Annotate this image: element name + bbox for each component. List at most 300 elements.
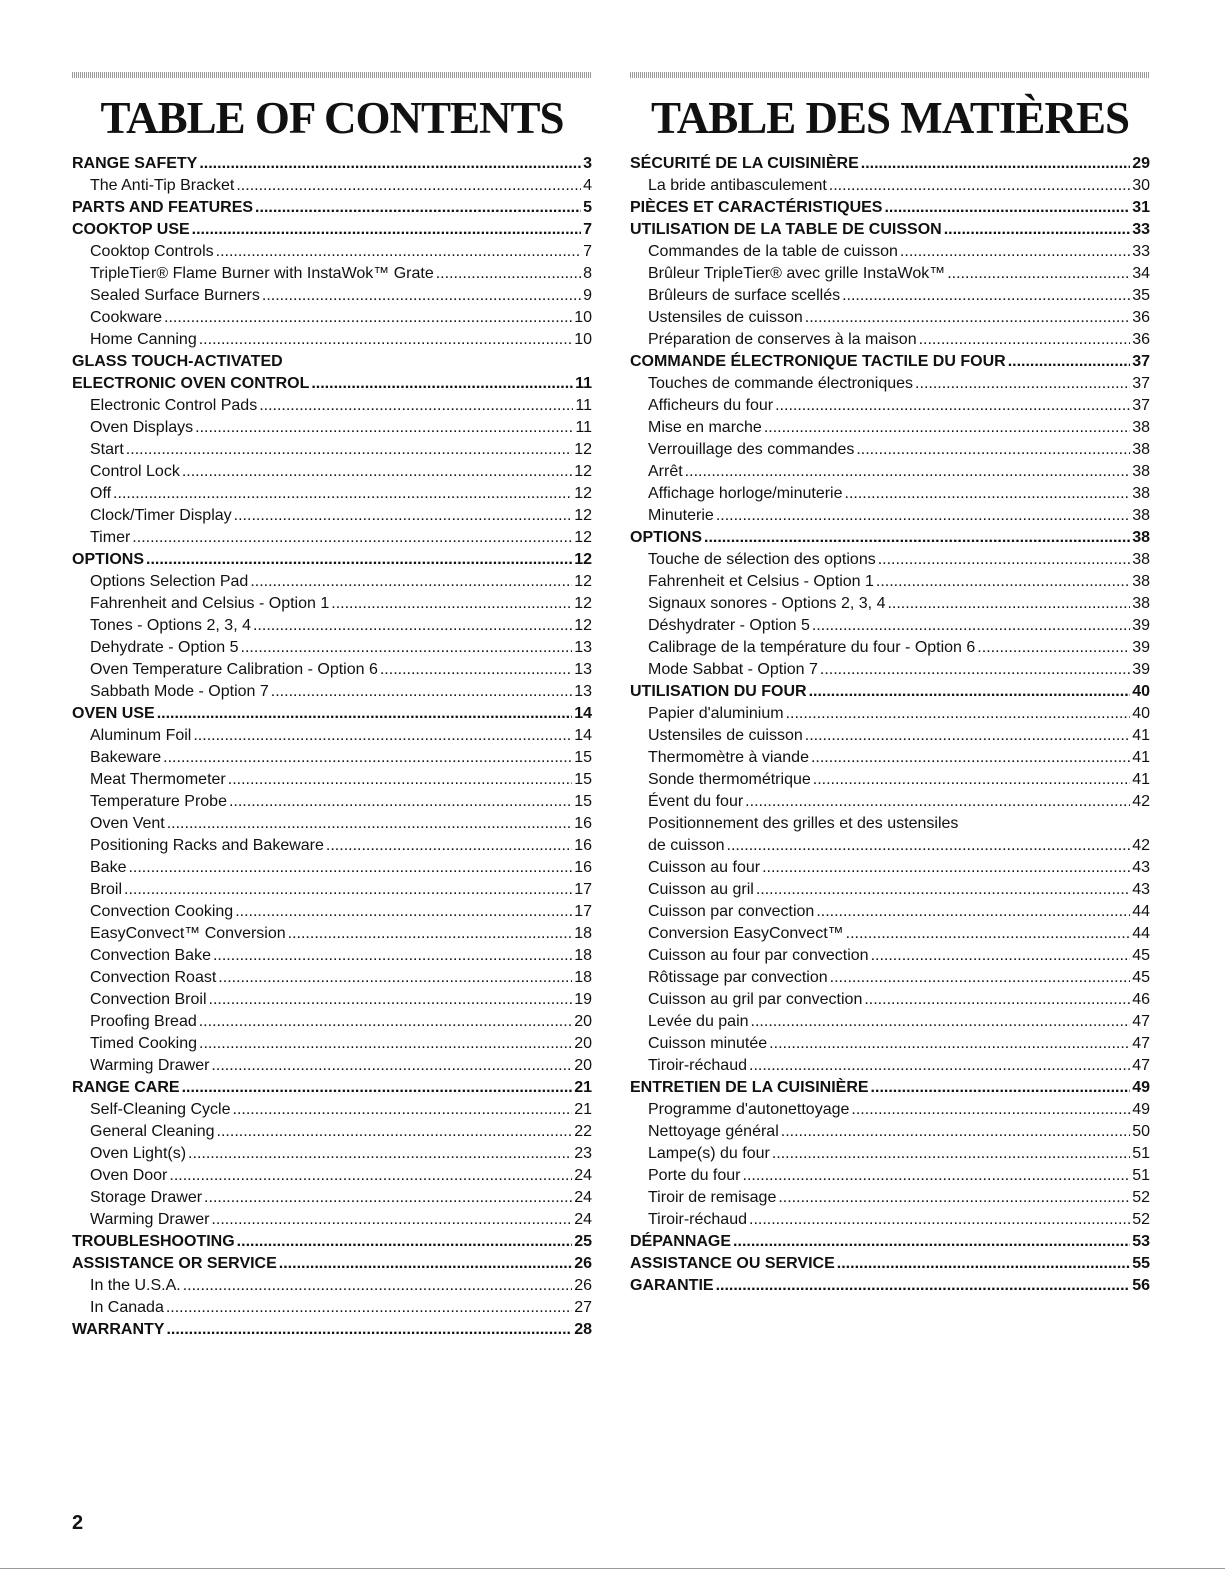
toc-entry-page: 49 [1132, 1079, 1150, 1096]
toc-entry-title: Lampe(s) du four [648, 1145, 770, 1162]
toc-entry[interactable] [630, 1187, 1150, 1209]
toc-entry-page: 35 [1132, 287, 1150, 304]
toc-entry-page: 43 [1132, 881, 1150, 898]
toc-entry[interactable] [630, 615, 1150, 637]
toc-entry-title: OPTIONS [630, 529, 703, 546]
dot-leader [762, 857, 1130, 879]
toc-entry[interactable] [630, 505, 1150, 527]
toc-entry-page: 19 [574, 991, 592, 1008]
toc-entry-title: Positioning Racks and Bakeware [90, 837, 324, 854]
toc-entry[interactable] [72, 373, 592, 395]
toc-entry[interactable] [72, 945, 592, 967]
dot-leader [845, 483, 1131, 505]
dot-leader [887, 593, 1130, 615]
toc-entry-title: Start [90, 441, 124, 458]
dot-leader [947, 263, 1130, 285]
toc-entry[interactable] [72, 659, 592, 681]
toc-entry-title: Electronic Control Pads [90, 397, 258, 414]
toc-entry-page: 51 [1132, 1145, 1150, 1162]
toc-entry-page: 47 [1132, 1013, 1150, 1030]
toc-entry-page: 11 [575, 375, 592, 392]
dot-leader [871, 945, 1131, 967]
toc-entry[interactable] [630, 197, 1150, 219]
toc-entry[interactable] [72, 483, 592, 505]
toc-entry-page: 41 [1132, 771, 1150, 788]
toc-entry[interactable] [630, 791, 1150, 813]
toc-entry[interactable] [72, 1253, 592, 1275]
dot-leader [218, 967, 572, 989]
dot-leader [786, 703, 1131, 725]
toc-entry-page: 7 [583, 243, 592, 260]
top-rule [630, 72, 1150, 78]
toc-entry[interactable] [630, 813, 1150, 835]
dot-leader [229, 791, 572, 813]
toc-entry-title: Temperature Probe [90, 793, 227, 810]
dot-leader [704, 527, 1130, 549]
dot-leader [837, 1253, 1130, 1275]
toc-entry-page: 36 [1132, 309, 1150, 326]
toc-entry-title: Convection Roast [90, 969, 217, 986]
dot-leader [331, 593, 572, 615]
dot-leader [199, 153, 581, 175]
toc-entry[interactable] [72, 219, 592, 241]
dot-leader [816, 901, 1130, 923]
toc-entry[interactable] [630, 483, 1150, 505]
toc-entry-title: Sealed Surface Burners [90, 287, 260, 304]
toc-entry[interactable] [630, 1231, 1150, 1253]
toc-entry[interactable] [72, 1099, 592, 1121]
toc-entry-page: 34 [1132, 265, 1150, 282]
dot-leader [195, 417, 573, 439]
toc-entry-page: 45 [1132, 969, 1150, 986]
toc-list [630, 153, 1150, 1297]
toc-entry[interactable] [630, 769, 1150, 791]
dot-leader [851, 1099, 1130, 1121]
toc-entry-title: Rôtissage par convection [648, 969, 828, 986]
toc-entry-title: Évent du four [648, 793, 744, 810]
toc-entry[interactable] [630, 1275, 1150, 1297]
toc-entry[interactable] [72, 439, 592, 461]
toc-entry-title: Oven Temperature Calibration - Option 6 [90, 661, 378, 678]
toc-entry-title: Convection Broil [90, 991, 207, 1008]
toc-entry-title: DÉPANNAGE [630, 1233, 732, 1250]
toc-entry-title: Afficheurs du four [648, 397, 774, 414]
toc-entry-page: 26 [574, 1255, 592, 1272]
toc-entry[interactable] [630, 1033, 1150, 1055]
toc-entry-title: Dehydrate - Option 5 [90, 639, 239, 656]
toc-entry[interactable] [630, 1209, 1150, 1231]
dot-leader [157, 703, 573, 725]
toc-entry[interactable] [72, 527, 592, 549]
toc-entry-page: 10 [574, 309, 592, 326]
toc-entry-title: COMMANDE ÉLECTRONIQUE TACTILE DU FOUR [630, 353, 1006, 370]
toc-entry-page: 26 [574, 1277, 592, 1294]
dot-leader [250, 571, 572, 593]
toc-entry[interactable] [72, 1187, 592, 1209]
toc-entry-page: 12 [574, 485, 592, 502]
page-number: 2 [72, 1512, 84, 1534]
toc-entry-page: 51 [1132, 1167, 1150, 1184]
toc-entry[interactable] [630, 857, 1150, 879]
toc-entry-title: COOKTOP USE [72, 221, 190, 238]
toc-entry-page: 14 [574, 705, 592, 722]
toc-entry[interactable] [72, 747, 592, 769]
toc-entry[interactable] [72, 1143, 592, 1165]
dot-leader [900, 241, 1130, 263]
toc-entry-title: PARTS AND FEATURES [72, 199, 254, 216]
toc-entry[interactable] [630, 703, 1150, 725]
toc-entry[interactable] [630, 307, 1150, 329]
toc-entry[interactable] [630, 1121, 1150, 1143]
toc-entry-page: 42 [1132, 793, 1150, 810]
toc-entry[interactable] [630, 681, 1150, 703]
dot-leader [128, 857, 572, 879]
dot-leader [876, 571, 1130, 593]
toc-entry[interactable] [72, 615, 592, 637]
toc-entry[interactable] [630, 351, 1150, 373]
toc-entry-title: Conversion EasyConvect™ [648, 925, 844, 942]
toc-entry-page: 15 [574, 793, 592, 810]
toc-entry[interactable] [72, 351, 592, 373]
toc-entry[interactable] [630, 219, 1150, 241]
toc-entry-page: 46 [1132, 991, 1150, 1008]
toc-entry[interactable] [72, 681, 592, 703]
toc-entry-title: Oven Light(s) [90, 1145, 187, 1162]
toc-entry[interactable] [72, 417, 592, 439]
toc-entry[interactable] [72, 593, 592, 615]
dot-leader [778, 1187, 1130, 1209]
dot-leader [228, 769, 572, 791]
toc-entry-page: 43 [1132, 859, 1150, 876]
toc-entry-page: 16 [574, 859, 592, 876]
toc-entry[interactable] [630, 1011, 1150, 1033]
toc-entry[interactable] [630, 901, 1150, 923]
toc-entry-page: 16 [574, 837, 592, 854]
toc-entry-page: 21 [574, 1101, 592, 1118]
toc-entry-page: 52 [1132, 1189, 1150, 1206]
toc-entry-page: 56 [1132, 1277, 1150, 1294]
toc-entry-title: Control Lock [90, 463, 180, 480]
toc-entry-title: Sonde thermométrique [648, 771, 811, 788]
toc-entry-page: 15 [574, 771, 592, 788]
toc-entry-page: 52 [1132, 1211, 1150, 1228]
toc-entry-title: Positionnement des grilles et des ustensiles [648, 815, 959, 832]
dot-leader [733, 1231, 1130, 1253]
dot-leader [716, 1275, 1131, 1297]
toc-entry[interactable] [72, 1275, 592, 1297]
toc-entry-title: Convection Bake [90, 947, 211, 964]
dot-leader [878, 549, 1130, 571]
toc-entry[interactable] [630, 571, 1150, 593]
toc-entry-title: GARANTIE [630, 1277, 714, 1294]
toc-entry-title: ELECTRONIC OVEN CONTROL [72, 375, 310, 392]
dot-leader [209, 989, 573, 1011]
toc-entry[interactable] [72, 329, 592, 351]
toc-entry[interactable] [630, 527, 1150, 549]
toc-entry-page: 38 [1132, 507, 1150, 524]
toc-entry[interactable] [630, 923, 1150, 945]
dot-leader [805, 725, 1130, 747]
dot-leader [380, 659, 572, 681]
toc-entry[interactable] [630, 659, 1150, 681]
toc-entry-page: 50 [1132, 1123, 1150, 1140]
toc-entry-title: Convection Cooking [90, 903, 234, 920]
toc-entry[interactable] [630, 329, 1150, 351]
toc-entry[interactable] [630, 417, 1150, 439]
dot-leader [182, 1077, 573, 1099]
toc-entry[interactable] [72, 153, 592, 175]
page-title: TABLE OF CONTENTS [100, 93, 564, 143]
dot-leader [259, 395, 573, 417]
dot-leader [809, 681, 1131, 703]
toc-entry-title: Warming Drawer [90, 1211, 210, 1228]
dot-leader [749, 1055, 1130, 1077]
toc-entry-title: Calibrage de la température du four - Option 6 [648, 639, 976, 656]
toc-entry[interactable] [630, 637, 1150, 659]
page-title: TABLE DES MATIÈRES [651, 93, 1129, 143]
toc-entry-title: Cuisson par convection [648, 903, 815, 920]
toc-entry[interactable] [72, 1231, 592, 1253]
toc-entry-title: EasyConvect™ Conversion [90, 925, 286, 942]
dot-leader [199, 1011, 572, 1033]
dot-leader [164, 307, 572, 329]
dot-leader [169, 1165, 572, 1187]
dot-leader [192, 219, 581, 241]
toc-entry[interactable] [72, 791, 592, 813]
toc-entry[interactable] [72, 571, 592, 593]
dot-leader [326, 835, 572, 857]
toc-entry-page: 38 [1132, 419, 1150, 436]
toc-entry-title: Oven Vent [90, 815, 165, 832]
toc-entry-page: 12 [574, 551, 592, 568]
top-rule [72, 72, 592, 78]
toc-entry[interactable] [630, 967, 1150, 989]
dot-leader [217, 1121, 573, 1143]
toc-entry[interactable] [72, 1121, 592, 1143]
dot-leader [805, 307, 1130, 329]
toc-entry-page: 11 [575, 397, 592, 414]
dot-leader [234, 505, 573, 527]
dot-leader [813, 769, 1130, 791]
dot-leader [235, 901, 572, 923]
toc-entry[interactable] [630, 989, 1150, 1011]
toc-entry[interactable] [630, 945, 1150, 967]
toc-entry[interactable] [72, 769, 592, 791]
dot-leader [751, 1011, 1131, 1033]
toc-entry[interactable] [72, 241, 592, 263]
toc-entry-page: 37 [1132, 375, 1150, 392]
dot-leader [311, 373, 573, 395]
toc-entry-title: Commandes de la table de cuisson [648, 243, 898, 260]
toc-entry[interactable] [630, 153, 1150, 175]
toc-entry[interactable] [72, 263, 592, 285]
toc-entry[interactable] [72, 989, 592, 1011]
toc-entry-title: Meat Thermometer [90, 771, 226, 788]
toc-entry[interactable] [72, 175, 592, 197]
dot-leader [163, 747, 572, 769]
toc-entry-title: Préparation de conserves à la maison [648, 331, 917, 348]
bottom-rule [0, 1568, 1225, 1569]
toc-entry[interactable] [630, 725, 1150, 747]
toc-entry-title: Brûleurs de surface scellés [648, 287, 841, 304]
toc-entry[interactable] [72, 1297, 592, 1319]
toc-entry[interactable] [72, 703, 592, 725]
toc-entry[interactable] [72, 637, 592, 659]
toc-entry[interactable] [72, 1033, 592, 1055]
toc-entry-title: Tones - Options 2, 3, 4 [90, 617, 251, 634]
dot-leader [113, 483, 572, 505]
dot-leader [716, 505, 1130, 527]
toc-entry[interactable] [72, 1209, 592, 1231]
toc-entry[interactable] [72, 505, 592, 527]
dot-leader [126, 439, 572, 461]
toc-entry-page: 44 [1132, 903, 1150, 920]
toc-entry-title: RANGE SAFETY [72, 155, 198, 172]
toc-entry[interactable] [72, 879, 592, 901]
toc-entry-page: 12 [574, 573, 592, 590]
toc-entry[interactable] [72, 197, 592, 219]
toc-entry[interactable] [72, 395, 592, 417]
toc-entry-page: 21 [574, 1079, 592, 1096]
toc-entry[interactable] [630, 1099, 1150, 1121]
dot-leader [211, 1055, 572, 1077]
toc-entry[interactable] [72, 285, 592, 307]
toc-entry[interactable] [630, 461, 1150, 483]
toc-entry-title: Levée du pain [648, 1013, 749, 1030]
toc-entry[interactable] [630, 879, 1150, 901]
toc-entry-page: 20 [574, 1013, 592, 1030]
toc-entry-title: ASSISTANCE OR SERVICE [72, 1255, 277, 1272]
toc-entry[interactable] [630, 373, 1150, 395]
toc-entry-page: 38 [1132, 529, 1150, 546]
toc-entry-page: 55 [1132, 1255, 1150, 1272]
toc-entry-title: RANGE CARE [72, 1079, 180, 1096]
toc-entry-title: Mode Sabbat - Option 7 [648, 661, 818, 678]
dot-leader [183, 1275, 572, 1297]
toc-entry-title: Sabbath Mode - Option 7 [90, 683, 269, 700]
toc-entry-page: 30 [1132, 177, 1150, 194]
toc-entry-title: de cuisson [648, 837, 725, 854]
toc-entry-title: Arrêt [648, 463, 683, 480]
toc-entry-title: Cuisson au gril par convection [648, 991, 863, 1008]
toc-entry[interactable] [630, 175, 1150, 197]
toc-entry-title: Déshydrater - Option 5 [648, 617, 810, 634]
toc-entry-page: 24 [574, 1167, 592, 1184]
toc-entry-page: 13 [574, 661, 592, 678]
toc-entry-title: PIÈCES ET CARACTÉRISTIQUES [630, 199, 883, 216]
dot-leader [772, 1143, 1130, 1165]
toc-entry[interactable] [630, 1077, 1150, 1099]
toc-entry-page: 12 [574, 617, 592, 634]
dot-leader [436, 263, 581, 285]
toc-entry[interactable] [72, 1319, 592, 1341]
toc-entry-title: Self-Cleaning Cycle [90, 1101, 231, 1118]
toc-entry-page: 5 [583, 199, 592, 216]
toc-entry-title: TripleTier® Flame Burner with InstaWok™ Grate [90, 265, 434, 282]
toc-entry-title: Cooktop Controls [90, 243, 214, 260]
toc-entry[interactable] [630, 835, 1150, 857]
toc-entry[interactable] [630, 439, 1150, 461]
toc-entry-title: Thermomètre à viande [648, 749, 809, 766]
toc-entry[interactable] [72, 1165, 592, 1187]
toc-entry-title: UTILISATION DE LA TABLE DE CUISSON [630, 221, 942, 238]
toc-entry-title: Porte du four [648, 1167, 741, 1184]
toc-entry-page: 53 [1132, 1233, 1150, 1250]
toc-entry-page: 9 [583, 287, 592, 304]
dot-leader [944, 219, 1131, 241]
toc-entry[interactable] [72, 1077, 592, 1099]
dot-leader [764, 417, 1130, 439]
toc-entry-title: Signaux sonores - Options 2, 3, 4 [648, 595, 886, 612]
toc-entry-title: Cuisson au four par convection [648, 947, 869, 964]
dot-leader [199, 329, 572, 351]
toc-entry-title: Broil [90, 881, 123, 898]
toc-entry-page: 25 [574, 1233, 592, 1250]
toc-entry[interactable] [630, 747, 1150, 769]
toc-entry[interactable] [72, 923, 592, 945]
toc-entry[interactable] [72, 835, 592, 857]
toc-entry-page: 42 [1132, 837, 1150, 854]
dot-leader [271, 681, 572, 703]
toc-entry[interactable] [72, 901, 592, 923]
toc-entry[interactable] [72, 967, 592, 989]
toc-entry[interactable] [630, 395, 1150, 417]
dot-leader [861, 153, 1130, 175]
toc-entry-title: Minuterie [648, 507, 714, 524]
toc-entry-title: The Anti-Tip Bracket [90, 177, 235, 194]
toc-entry[interactable] [72, 1055, 592, 1077]
toc-entry[interactable] [630, 263, 1150, 285]
toc-entry[interactable] [630, 1055, 1150, 1077]
toc-entry-title: Oven Door [90, 1167, 168, 1184]
dot-leader [262, 285, 581, 307]
toc-entry-page: 38 [1132, 441, 1150, 458]
dot-leader [915, 373, 1130, 395]
dot-leader [811, 747, 1130, 769]
toc-entry-page: 41 [1132, 727, 1150, 744]
dot-leader [213, 945, 572, 967]
toc-entry-page: 3 [583, 155, 592, 172]
toc-entry-page: 40 [1132, 683, 1150, 700]
toc-entry[interactable] [630, 1165, 1150, 1187]
toc-entry-page: 33 [1132, 243, 1150, 260]
toc-entry-page: 18 [574, 969, 592, 986]
toc-entry-page: 14 [574, 727, 592, 744]
toc-entry[interactable] [72, 1011, 592, 1033]
toc-entry[interactable] [72, 813, 592, 835]
toc-column-french [630, 72, 1150, 1297]
toc-entry[interactable] [630, 1143, 1150, 1165]
toc-entry[interactable] [630, 549, 1150, 571]
toc-entry-title: Bakeware [90, 749, 162, 766]
toc-entry-page: 29 [1132, 155, 1150, 172]
toc-entry[interactable] [630, 1253, 1150, 1275]
dot-leader [193, 725, 572, 747]
toc-entry[interactable] [630, 593, 1150, 615]
toc-column-english [72, 72, 592, 1341]
toc-entry[interactable] [72, 549, 592, 571]
toc-entry[interactable] [72, 857, 592, 879]
toc-entry[interactable] [630, 241, 1150, 263]
toc-entry-page: 38 [1132, 573, 1150, 590]
toc-entry-title: Touche de sélection des options [648, 551, 876, 568]
toc-entry[interactable] [630, 285, 1150, 307]
toc-entry[interactable] [72, 461, 592, 483]
toc-entry[interactable] [72, 307, 592, 329]
toc-entry[interactable] [72, 725, 592, 747]
toc-entry-page: 16 [574, 815, 592, 832]
toc-entry-title: Cookware [90, 309, 163, 326]
